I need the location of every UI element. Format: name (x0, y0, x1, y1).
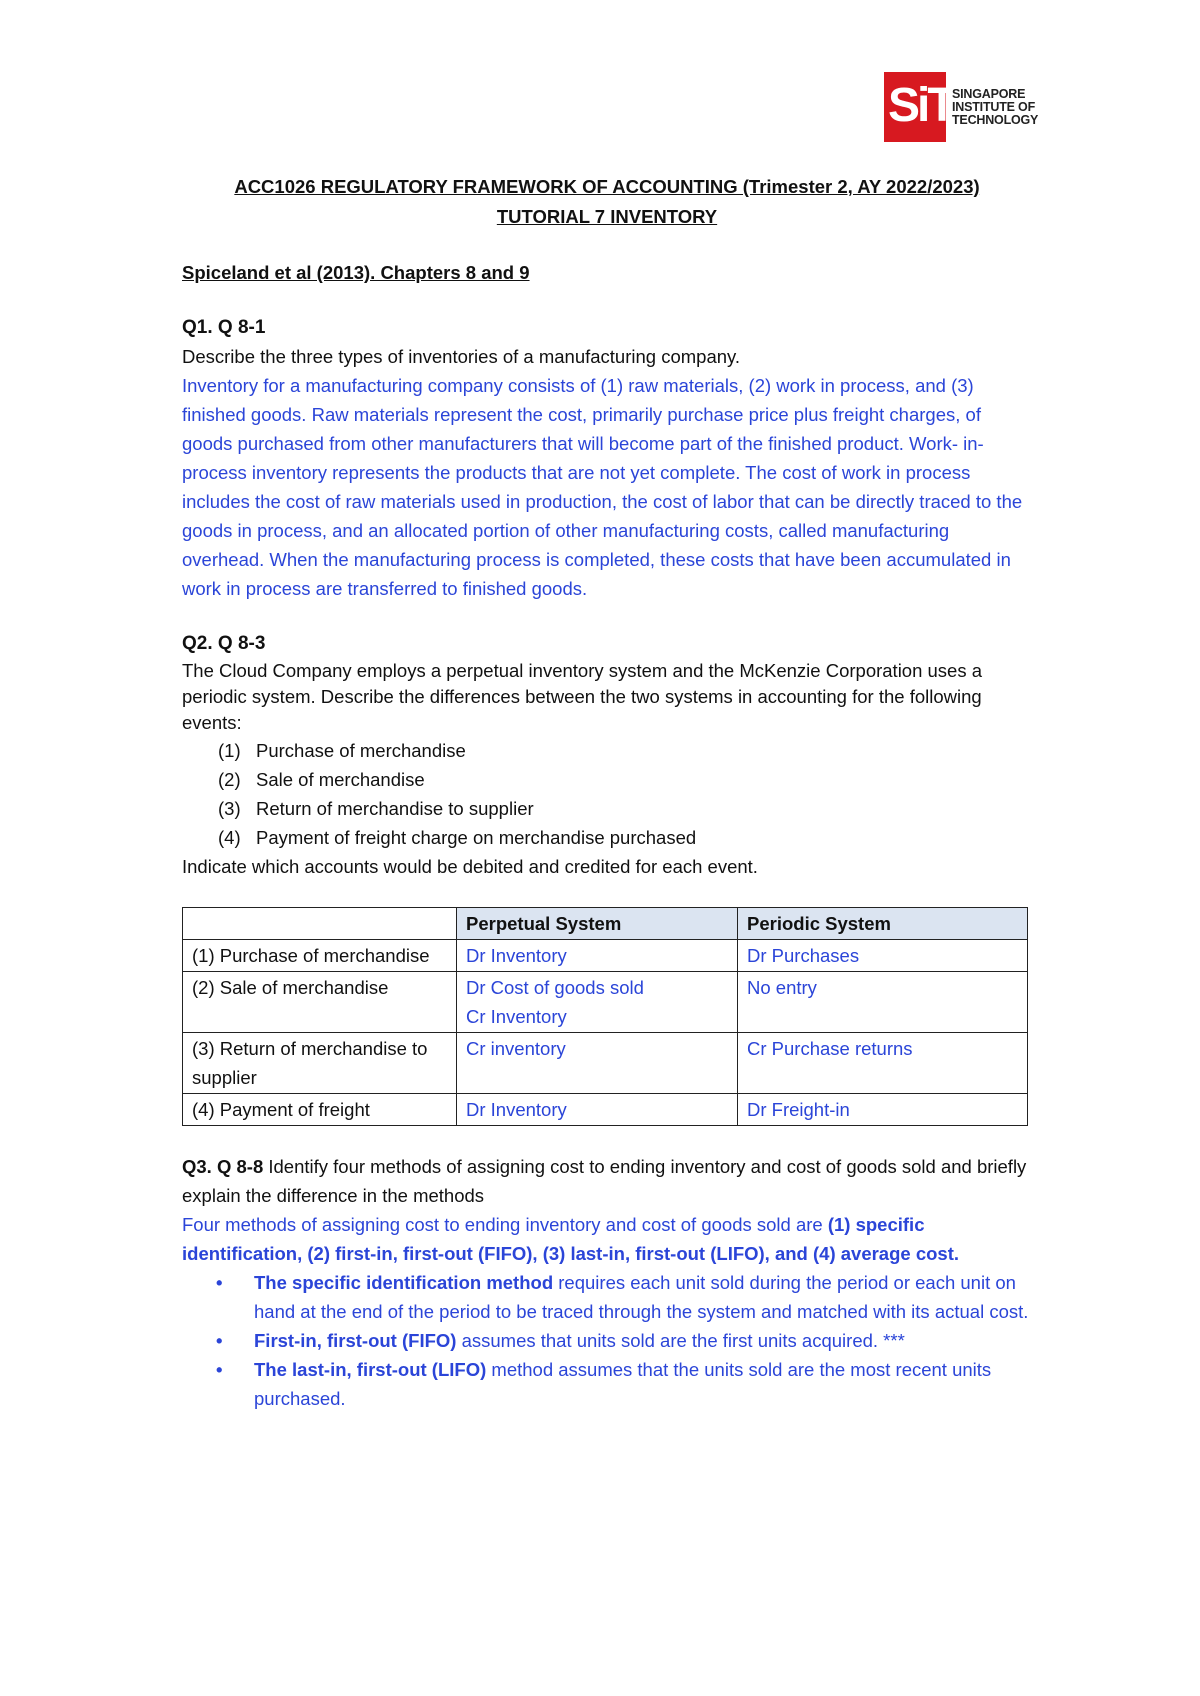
table-cell-perpetual: Cr inventory (457, 1033, 738, 1094)
table-cell-event: (1) Purchase of merchandise (183, 940, 457, 972)
table-row (183, 1094, 1028, 1126)
title-line-2: TUTORIAL 7 INVENTORY (496, 206, 718, 227)
q2-instruction: Indicate which accounts would be debited and credited for each event. (182, 856, 758, 877)
list-item: • The specific identification method requires each unit sold during the period or each unit on hand at the end of the period to be traced through the system and matched with its actual cost. (254, 1268, 1032, 1326)
q2-question: The Cloud Company employs a perpetual inventory system and the McKenzie Corporation uses a periodic system. Describe the differences between the two systems in accounting for the following events: (182, 660, 983, 733)
q2-answer-table (182, 907, 1028, 1126)
q3-methods-list (182, 1268, 1032, 1413)
list-item: • First-in, first-out (FIFO) assumes that units sold are the first units acquired. *** (254, 1326, 1032, 1355)
table-cell-periodic: No entry (738, 972, 1028, 1033)
table-cell-perpetual: Dr Inventory (457, 940, 738, 972)
table-cell-event: (4) Payment of freight (183, 1094, 457, 1126)
logo-text-line2: INSTITUTE OF (952, 100, 1036, 114)
list-item: • The last-in, first-out (LIFO) method assumes that the units sold are the most recent units purchased. (254, 1355, 1032, 1413)
reference: Spiceland et al (2013). Chapters 8 and 9 (182, 262, 530, 283)
sit-logo (884, 72, 1039, 142)
table-cell-event: (2) Sale of merchandise (183, 972, 457, 1033)
table-header-perpetual: Perpetual System (457, 908, 738, 940)
table-header-empty (183, 908, 457, 940)
q2-events-list (182, 736, 1032, 852)
table-cell-perpetual: Dr Inventory (457, 1094, 738, 1126)
list-item: (4) Payment of freight charge on merchandise purchased (218, 827, 697, 848)
title-line-1: ACC1026 REGULATORY FRAMEWORK OF ACCOUNTING (Trimester 2, AY 2022/2023) (234, 176, 980, 197)
q3-question-block (182, 1152, 1032, 1210)
logo-text-line3: TECHNOLOGY (952, 113, 1039, 127)
table-row (183, 1033, 1028, 1094)
table-row (183, 940, 1028, 972)
q3-answer-methods: (1) specific identification, (2) first-in, first-out (FIFO), (3) last-in, first-out (LIFO), and (4) average cost. (182, 1214, 960, 1264)
logo-mark-letters: SiT (888, 79, 954, 132)
logo-mark (884, 72, 954, 142)
q3-question: Identify four methods of assigning cost to ending inventory and cost of goods sold and briefly explain the difference in the methods (182, 1156, 1027, 1206)
table-cell-event: (3) Return of merchandise to supplier (183, 1033, 457, 1094)
q3-answer (182, 1210, 1032, 1268)
q3-answer-intro: Four methods of assigning cost to ending inventory and cost of goods sold are (182, 1214, 823, 1235)
table-cell-periodic: Dr Purchases (738, 940, 1028, 972)
logo-text-line1: SINGAPORE (952, 87, 1026, 101)
table-header-row (183, 908, 1028, 940)
table-cell-periodic: Cr Purchase returns (738, 1033, 1028, 1094)
document-title (182, 172, 1032, 232)
list-item: (3) Return of merchandise to supplier (218, 798, 534, 819)
list-item: (1) Purchase of merchandise (218, 740, 466, 761)
q1-answer: Inventory for a manufacturing company consists of (1) raw materials, (2) work in process, and (3) finished goods. Raw materials represent the cost, primarily purchase price plus freight charges, of goods purchased from other manufacturers that will become part of the finished product. Work- in-process inventory represents the products that are not yet complete. The cost of work in process includes the cost of raw materials used in production, the cost of labor that can be directly traced to the goods in process, and an allocated portion of other manufacturing costs, called manufacturing overhead. When the manufacturing process is completed, these costs that have been accumulated in work in process are transferred to finished goods. (182, 375, 1023, 599)
table-cell-perpetual: Dr Cost of goods sold Cr Inventory (457, 972, 738, 1033)
table-cell-periodic: Dr Freight-in (738, 1094, 1028, 1126)
q3-heading: Q3. Q 8-8 (182, 1156, 264, 1177)
logo-text (952, 88, 1038, 127)
table-row (183, 972, 1028, 1033)
table-header-periodic: Periodic System (738, 908, 1028, 940)
list-item: (2) Sale of merchandise (218, 769, 425, 790)
q1-question: Describe the three types of inventories of a manufacturing company. (182, 346, 741, 367)
document-content (182, 172, 1032, 1413)
q2-heading: Q2. Q 8-3 (182, 633, 266, 654)
q1-heading: Q1. Q 8-1 (182, 317, 266, 338)
